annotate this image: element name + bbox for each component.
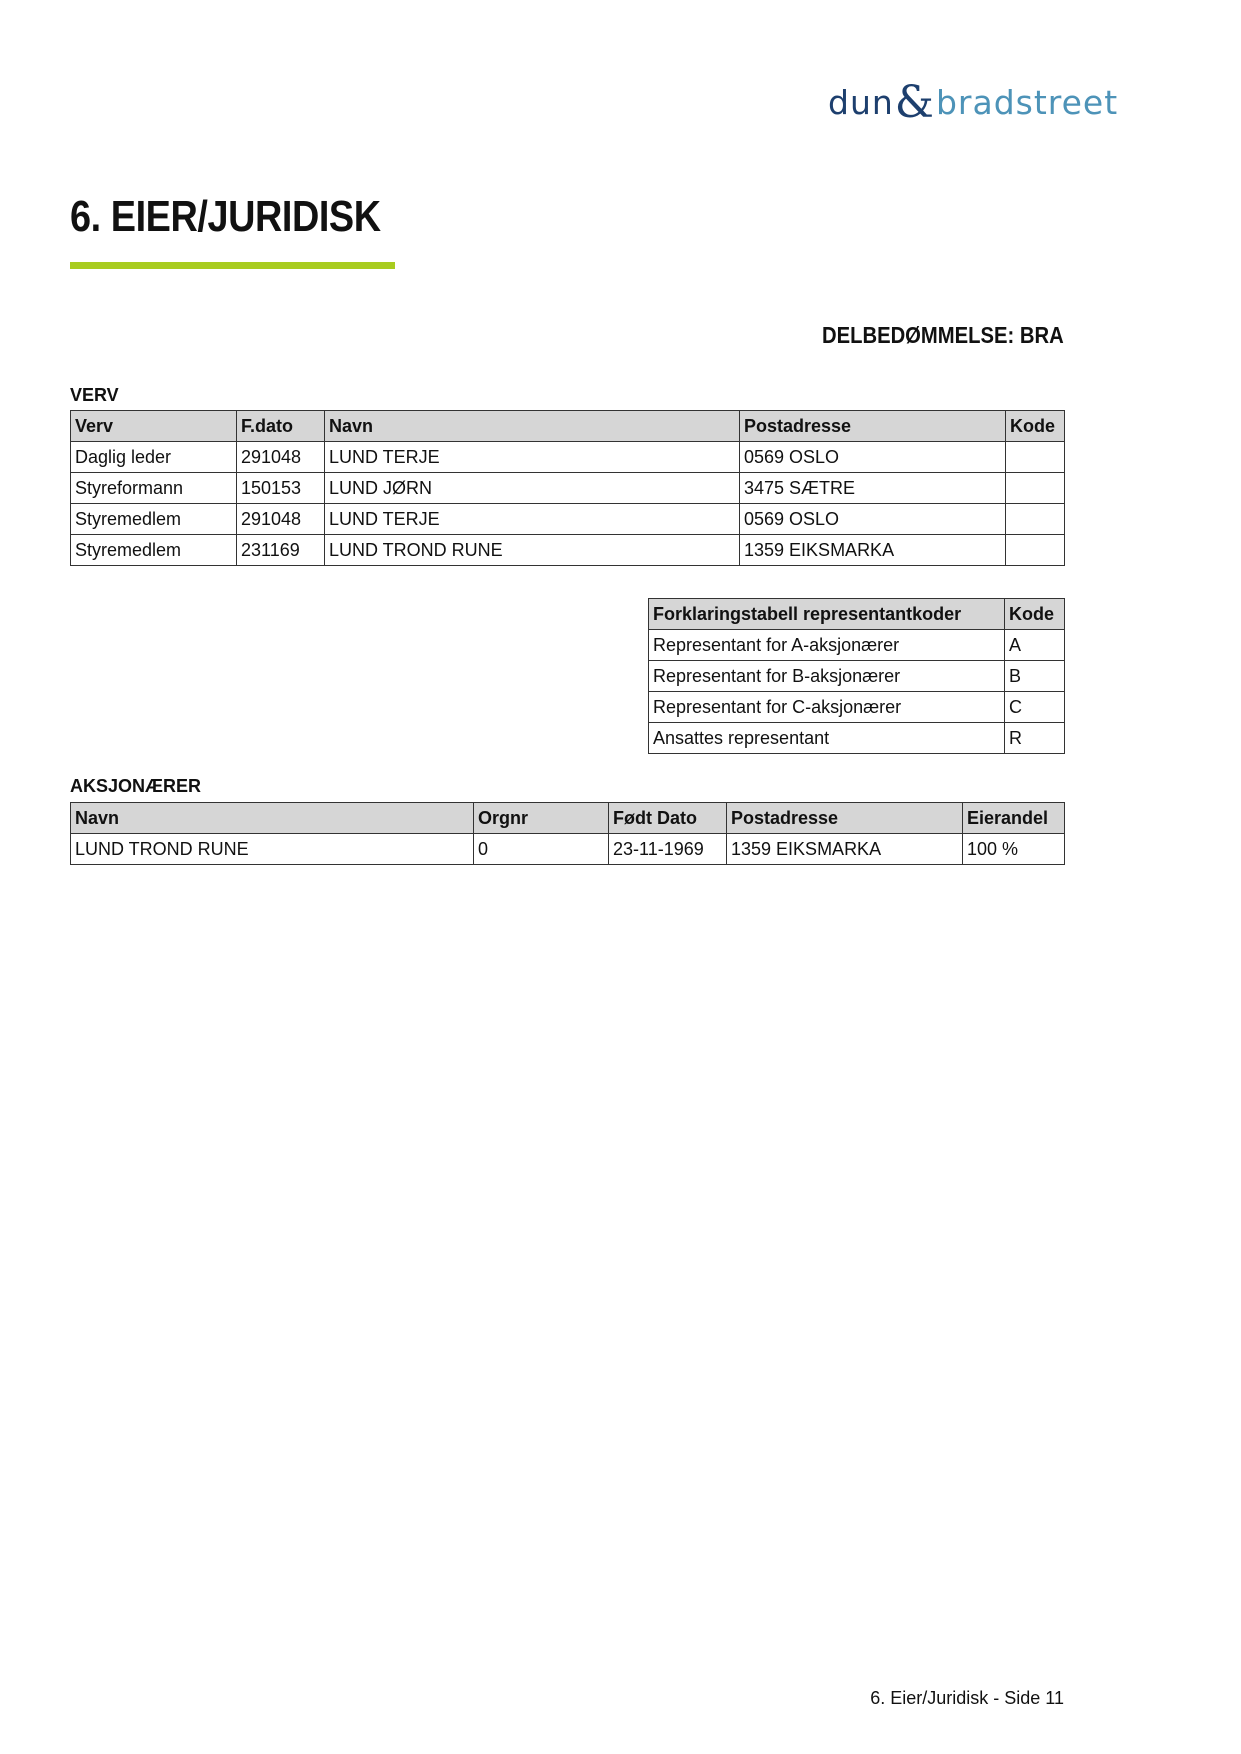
cell-forklaring: Representant for C-aksjonærer — [649, 692, 1005, 723]
cell-postadresse: 0569 OSLO — [740, 442, 1006, 473]
cell-verv: Daglig leder — [71, 442, 237, 473]
logo-text-dun: dun — [828, 83, 894, 122]
table-header-row — [71, 411, 1065, 442]
cell-postadresse: 1359 EIKSMARKA — [740, 535, 1006, 566]
cell-navn: LUND TERJE — [325, 504, 740, 535]
cell-orgnr: 0 — [474, 834, 609, 865]
cell-postadresse: 1359 EIKSMARKA — [727, 834, 963, 865]
cell-kode — [1006, 442, 1065, 473]
table-row — [71, 535, 1065, 566]
table-row — [71, 504, 1065, 535]
cell-kode: B — [1005, 661, 1065, 692]
cell-kode — [1006, 473, 1065, 504]
cell-kode: R — [1005, 723, 1065, 754]
rating-heading: DELBEDØMMELSE: BRA — [822, 322, 1064, 348]
cell-kode: C — [1005, 692, 1065, 723]
column-header-kode: Kode — [1005, 599, 1065, 630]
cell-forklaring: Representant for A-aksjonærer — [649, 630, 1005, 661]
column-header-fodt-dato: Født Dato — [609, 803, 727, 834]
cell-kode: A — [1005, 630, 1065, 661]
page-footer: 6. Eier/Juridisk - Side 11 — [870, 1688, 1064, 1708]
cell-postadresse: 3475 SÆTRE — [740, 473, 1006, 504]
column-header-verv: Verv — [71, 411, 237, 442]
cell-navn: LUND TROND RUNE — [71, 834, 474, 865]
cell-navn: LUND TROND RUNE — [325, 535, 740, 566]
table-row — [649, 723, 1065, 754]
cell-fdato: 150153 — [237, 473, 325, 504]
cell-postadresse: 0569 OSLO — [740, 504, 1006, 535]
table-row — [71, 473, 1065, 504]
section-label-aksjonaerer: AKSJONÆRER — [70, 776, 202, 796]
table-header-row — [71, 803, 1065, 834]
table-row — [71, 442, 1065, 473]
column-header-orgnr: Orgnr — [474, 803, 609, 834]
table-header-row — [649, 599, 1065, 630]
cell-forklaring: Representant for B-aksjonærer — [649, 661, 1005, 692]
code-explanation-table — [648, 598, 1065, 754]
title-underline — [70, 262, 395, 269]
cell-eierandel: 100 % — [963, 834, 1065, 865]
table-row — [649, 692, 1065, 723]
cell-fdato: 291048 — [237, 442, 325, 473]
cell-fodt-dato: 23-11-1969 — [609, 834, 727, 865]
table-row — [649, 630, 1065, 661]
cell-verv: Styremedlem — [71, 535, 237, 566]
table-row — [71, 834, 1065, 865]
section-label-verv: VERV — [70, 385, 119, 405]
verv-table — [70, 410, 1065, 566]
cell-forklaring: Ansattes representant — [649, 723, 1005, 754]
cell-verv: Styreformann — [71, 473, 237, 504]
logo-text-bradstreet: bradstreet — [935, 83, 1119, 122]
column-header-kode: Kode — [1006, 411, 1065, 442]
cell-navn: LUND JØRN — [325, 473, 740, 504]
aksjonaerer-table — [70, 802, 1065, 865]
table-row — [649, 661, 1065, 692]
column-header-eierandel: Eierandel — [963, 803, 1065, 834]
cell-fdato: 291048 — [237, 504, 325, 535]
page-title: 6. EIER/JURIDISK — [70, 192, 381, 241]
cell-navn: LUND TERJE — [325, 442, 740, 473]
cell-fdato: 231169 — [237, 535, 325, 566]
company-logo — [828, 77, 1119, 128]
column-header-forklaring: Forklaringstabell representantkoder — [649, 599, 1005, 630]
column-header-fdato: F.dato — [237, 411, 325, 442]
cell-kode — [1006, 535, 1065, 566]
column-header-postadresse: Postadresse — [727, 803, 963, 834]
cell-verv: Styremedlem — [71, 504, 237, 535]
cell-kode — [1006, 504, 1065, 535]
column-header-postadresse: Postadresse — [740, 411, 1006, 442]
logo-ampersand: & — [894, 77, 935, 128]
column-header-navn: Navn — [71, 803, 474, 834]
column-header-navn: Navn — [325, 411, 740, 442]
